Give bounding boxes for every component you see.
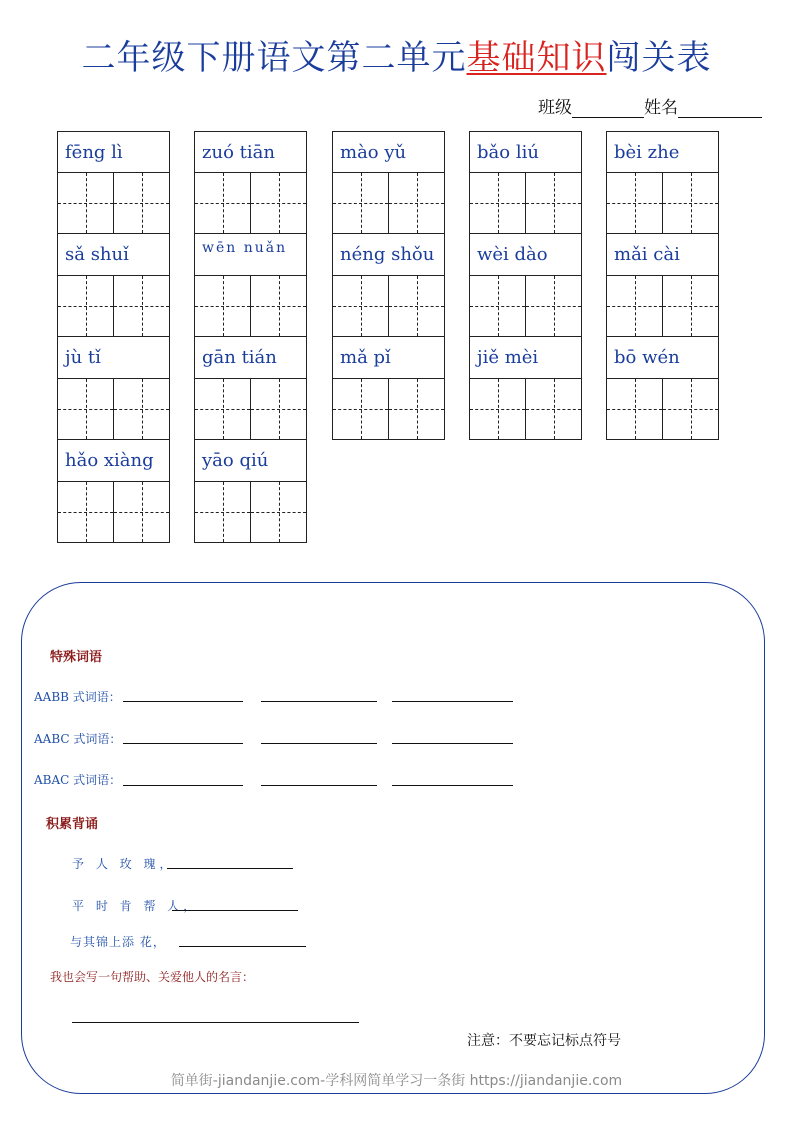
class-label: 班级 <box>538 98 572 118</box>
tianzige-box[interactable] <box>58 379 113 439</box>
aabc-blank-3[interactable] <box>392 743 513 744</box>
student-info <box>538 93 762 118</box>
tianzige-box[interactable] <box>58 276 113 336</box>
pinyin-label: bèi zhe <box>606 131 719 172</box>
tianzige-box[interactable] <box>525 173 581 233</box>
pinyin-label: bǎo liú <box>469 131 582 172</box>
tianzige-box[interactable] <box>525 379 581 439</box>
tianzige-box[interactable] <box>113 379 169 439</box>
recite-line-2: 平 时 肯 帮 人， <box>72 899 200 913</box>
tianzige-box[interactable] <box>58 482 113 542</box>
tianzige-box[interactable] <box>470 173 525 233</box>
tianzige-box[interactable] <box>470 379 525 439</box>
recite-line-3: 与其锦上添 花， <box>70 935 166 949</box>
knowledge-panel <box>21 582 765 1094</box>
pinyin-label: néng shǒu <box>332 234 445 275</box>
writing-grid <box>194 275 307 337</box>
recite-blank-3[interactable] <box>179 946 306 947</box>
word-block <box>606 131 719 234</box>
word-block <box>194 234 307 337</box>
word-block <box>57 131 170 234</box>
title-highlight: 基础知识 <box>466 38 607 78</box>
tianzige-box[interactable] <box>525 276 581 336</box>
tianzige-box[interactable] <box>250 276 306 336</box>
tianzige-box[interactable] <box>113 173 169 233</box>
writing-grid <box>57 275 170 337</box>
word-block <box>606 337 719 440</box>
word-column <box>469 131 582 440</box>
tianzige-box[interactable] <box>388 276 444 336</box>
recite-blank-1[interactable] <box>167 868 293 869</box>
pinyin-label: bō wén <box>606 337 719 378</box>
word-block <box>332 337 445 440</box>
pinyin-label: hǎo xiàng <box>57 440 170 481</box>
pinyin-label: zuó tiān <box>194 131 307 172</box>
word-block <box>606 234 719 337</box>
tianzige-box[interactable] <box>607 276 662 336</box>
writing-grid <box>332 275 445 337</box>
abac-blank-3[interactable] <box>392 785 513 786</box>
tianzige-box[interactable] <box>662 379 718 439</box>
tianzige-box[interactable] <box>470 276 525 336</box>
tianzige-box[interactable] <box>195 173 250 233</box>
word-column <box>57 131 170 543</box>
abac-label: ABAC 式词语： <box>34 773 122 787</box>
pinyin-label: mǎi cài <box>606 234 719 275</box>
pinyin-label: mǎ pǐ <box>332 337 445 378</box>
title-prefix: 二年级下册语文第二单元 <box>81 38 467 78</box>
word-block <box>469 131 582 234</box>
word-block <box>469 337 582 440</box>
abac-blank-2[interactable] <box>261 785 377 786</box>
writing-grid <box>332 172 445 234</box>
tianzige-box[interactable] <box>113 276 169 336</box>
writing-grid <box>194 378 307 440</box>
writing-grid <box>194 172 307 234</box>
class-blank[interactable] <box>572 101 644 118</box>
tianzige-box[interactable] <box>250 173 306 233</box>
word-block <box>194 440 307 543</box>
pinyin-label: yāo qiú <box>194 440 307 481</box>
tianzige-box[interactable] <box>662 276 718 336</box>
aabb-blank-3[interactable] <box>392 701 513 702</box>
writing-grid <box>469 275 582 337</box>
tianzige-box[interactable] <box>607 173 662 233</box>
word-block <box>469 234 582 337</box>
writing-grid <box>606 172 719 234</box>
special-words-heading: 特殊词语 <box>50 650 103 665</box>
tianzige-box[interactable] <box>195 482 250 542</box>
pinyin-label: gān tián <box>194 337 307 378</box>
word-block <box>332 131 445 234</box>
writing-grid <box>332 378 445 440</box>
recite-line-1: 予 人 玫 瑰， <box>72 857 176 871</box>
name-label: 姓名 <box>644 98 678 118</box>
name-blank[interactable] <box>678 101 762 118</box>
writing-grid <box>606 275 719 337</box>
aabc-blank-1[interactable] <box>123 743 243 744</box>
word-block <box>57 337 170 440</box>
tianzige-box[interactable] <box>333 173 388 233</box>
footer-watermark: 简单街-jiandanjie.com-学科网简单学习一条街 https://jiandanjie.com <box>170 1073 623 1089</box>
writing-grid <box>57 378 170 440</box>
writing-grid <box>469 172 582 234</box>
tianzige-box[interactable] <box>113 482 169 542</box>
pinyin-label: wèi dào <box>469 234 582 275</box>
page-title <box>0 30 793 79</box>
word-block <box>194 131 307 234</box>
tianzige-box[interactable] <box>250 482 306 542</box>
recite-heading: 积累背诵 <box>46 817 99 832</box>
aabb-label: AABB 式词语： <box>34 690 121 704</box>
tianzige-box[interactable] <box>388 379 444 439</box>
tianzige-box[interactable] <box>195 276 250 336</box>
pinyin-label: jiě mèi <box>469 337 582 378</box>
pinyin-label: fēng lì <box>57 131 170 172</box>
tianzige-box[interactable] <box>333 276 388 336</box>
quote-blank[interactable] <box>72 1022 359 1023</box>
tianzige-box[interactable] <box>58 173 113 233</box>
aabc-label: AABC 式词语： <box>34 732 122 746</box>
word-block <box>57 440 170 543</box>
tianzige-box[interactable] <box>250 379 306 439</box>
tianzige-box[interactable] <box>388 173 444 233</box>
abac-blank-1[interactable] <box>123 785 243 786</box>
writing-grid <box>194 481 307 543</box>
word-block <box>57 234 170 337</box>
tianzige-box[interactable] <box>195 379 250 439</box>
word-block <box>332 234 445 337</box>
tianzige-box[interactable] <box>607 379 662 439</box>
tianzige-box[interactable] <box>333 379 388 439</box>
aabb-blank-1[interactable] <box>123 701 243 702</box>
writing-grid <box>57 172 170 234</box>
aabc-blank-2[interactable] <box>261 743 377 744</box>
tianzige-box[interactable] <box>662 173 718 233</box>
pinyin-label: wēn nuǎn <box>194 234 307 275</box>
pinyin-label: jù tǐ <box>57 337 170 378</box>
title-suffix: 闯关表 <box>606 38 712 78</box>
recite-blank-2[interactable] <box>172 910 298 911</box>
word-column <box>606 131 719 440</box>
word-block <box>194 337 307 440</box>
word-column <box>332 131 445 440</box>
punctuation-note: 注意：不要忘记标点符号 <box>467 1033 621 1049</box>
writing-grid <box>57 481 170 543</box>
quote-prompt: 我也会写一句帮助、关爱他人的名言： <box>50 970 255 984</box>
writing-grid <box>469 378 582 440</box>
writing-grid <box>606 378 719 440</box>
aabb-blank-2[interactable] <box>261 701 377 702</box>
word-column <box>194 131 307 543</box>
pinyin-label: mào yǔ <box>332 131 445 172</box>
pinyin-label: sǎ shuǐ <box>57 234 170 275</box>
